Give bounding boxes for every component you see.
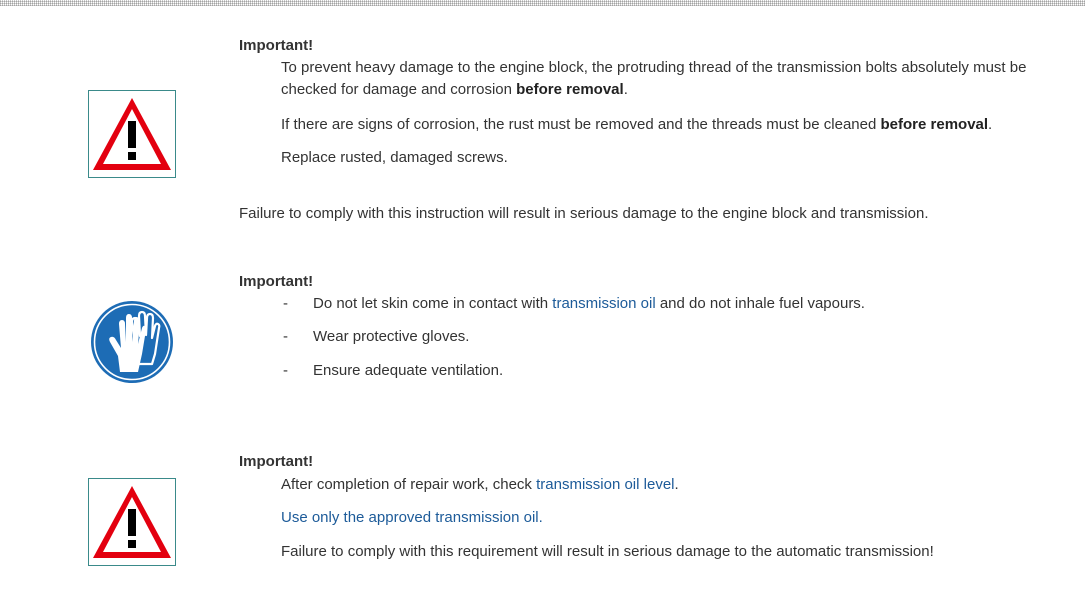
- notice-footer: Failure to comply with this instruction will result in serious damage to the engine block and transmission.: [239, 205, 929, 222]
- protective-gloves-icon: [88, 298, 176, 386]
- emphasis-text: before removal: [516, 81, 624, 98]
- transmission-oil-level-link[interactable]: transmission oil level: [536, 476, 675, 493]
- approved-transmission-oil-link[interactable]: Use only the approved transmission oil.: [281, 509, 543, 526]
- notice-paragraph: Replace rusted, damaged screws.: [281, 149, 508, 166]
- notice-title: Important!: [239, 37, 314, 54]
- warning-triangle-icon: [88, 478, 176, 566]
- notice-title: Important!: [239, 273, 314, 290]
- notice-paragraph: Failure to comply with this requirement will result in serious damage to the automatic transmission!: [281, 543, 934, 560]
- warning-triangle-icon: [88, 90, 176, 178]
- notice-paragraph: After completion of repair work, check transmission oil level.: [281, 476, 679, 493]
- transmission-oil-link[interactable]: transmission oil: [552, 295, 656, 312]
- notice-title: Important!: [239, 453, 314, 470]
- notice-paragraph: [281, 507, 1071, 529]
- top-border: [0, 0, 1085, 6]
- notice-paragraph: If there are signs of corrosion, the rust must be removed and the threads must be cleaned before removal.: [281, 116, 993, 133]
- emphasis-text: before removal: [880, 116, 989, 133]
- notice-paragraph: To prevent heavy damage to the engine block, the protruding thread of the transmission bolts absolutely must be checked for damage and corrosion before removal.: [281, 59, 1027, 98]
